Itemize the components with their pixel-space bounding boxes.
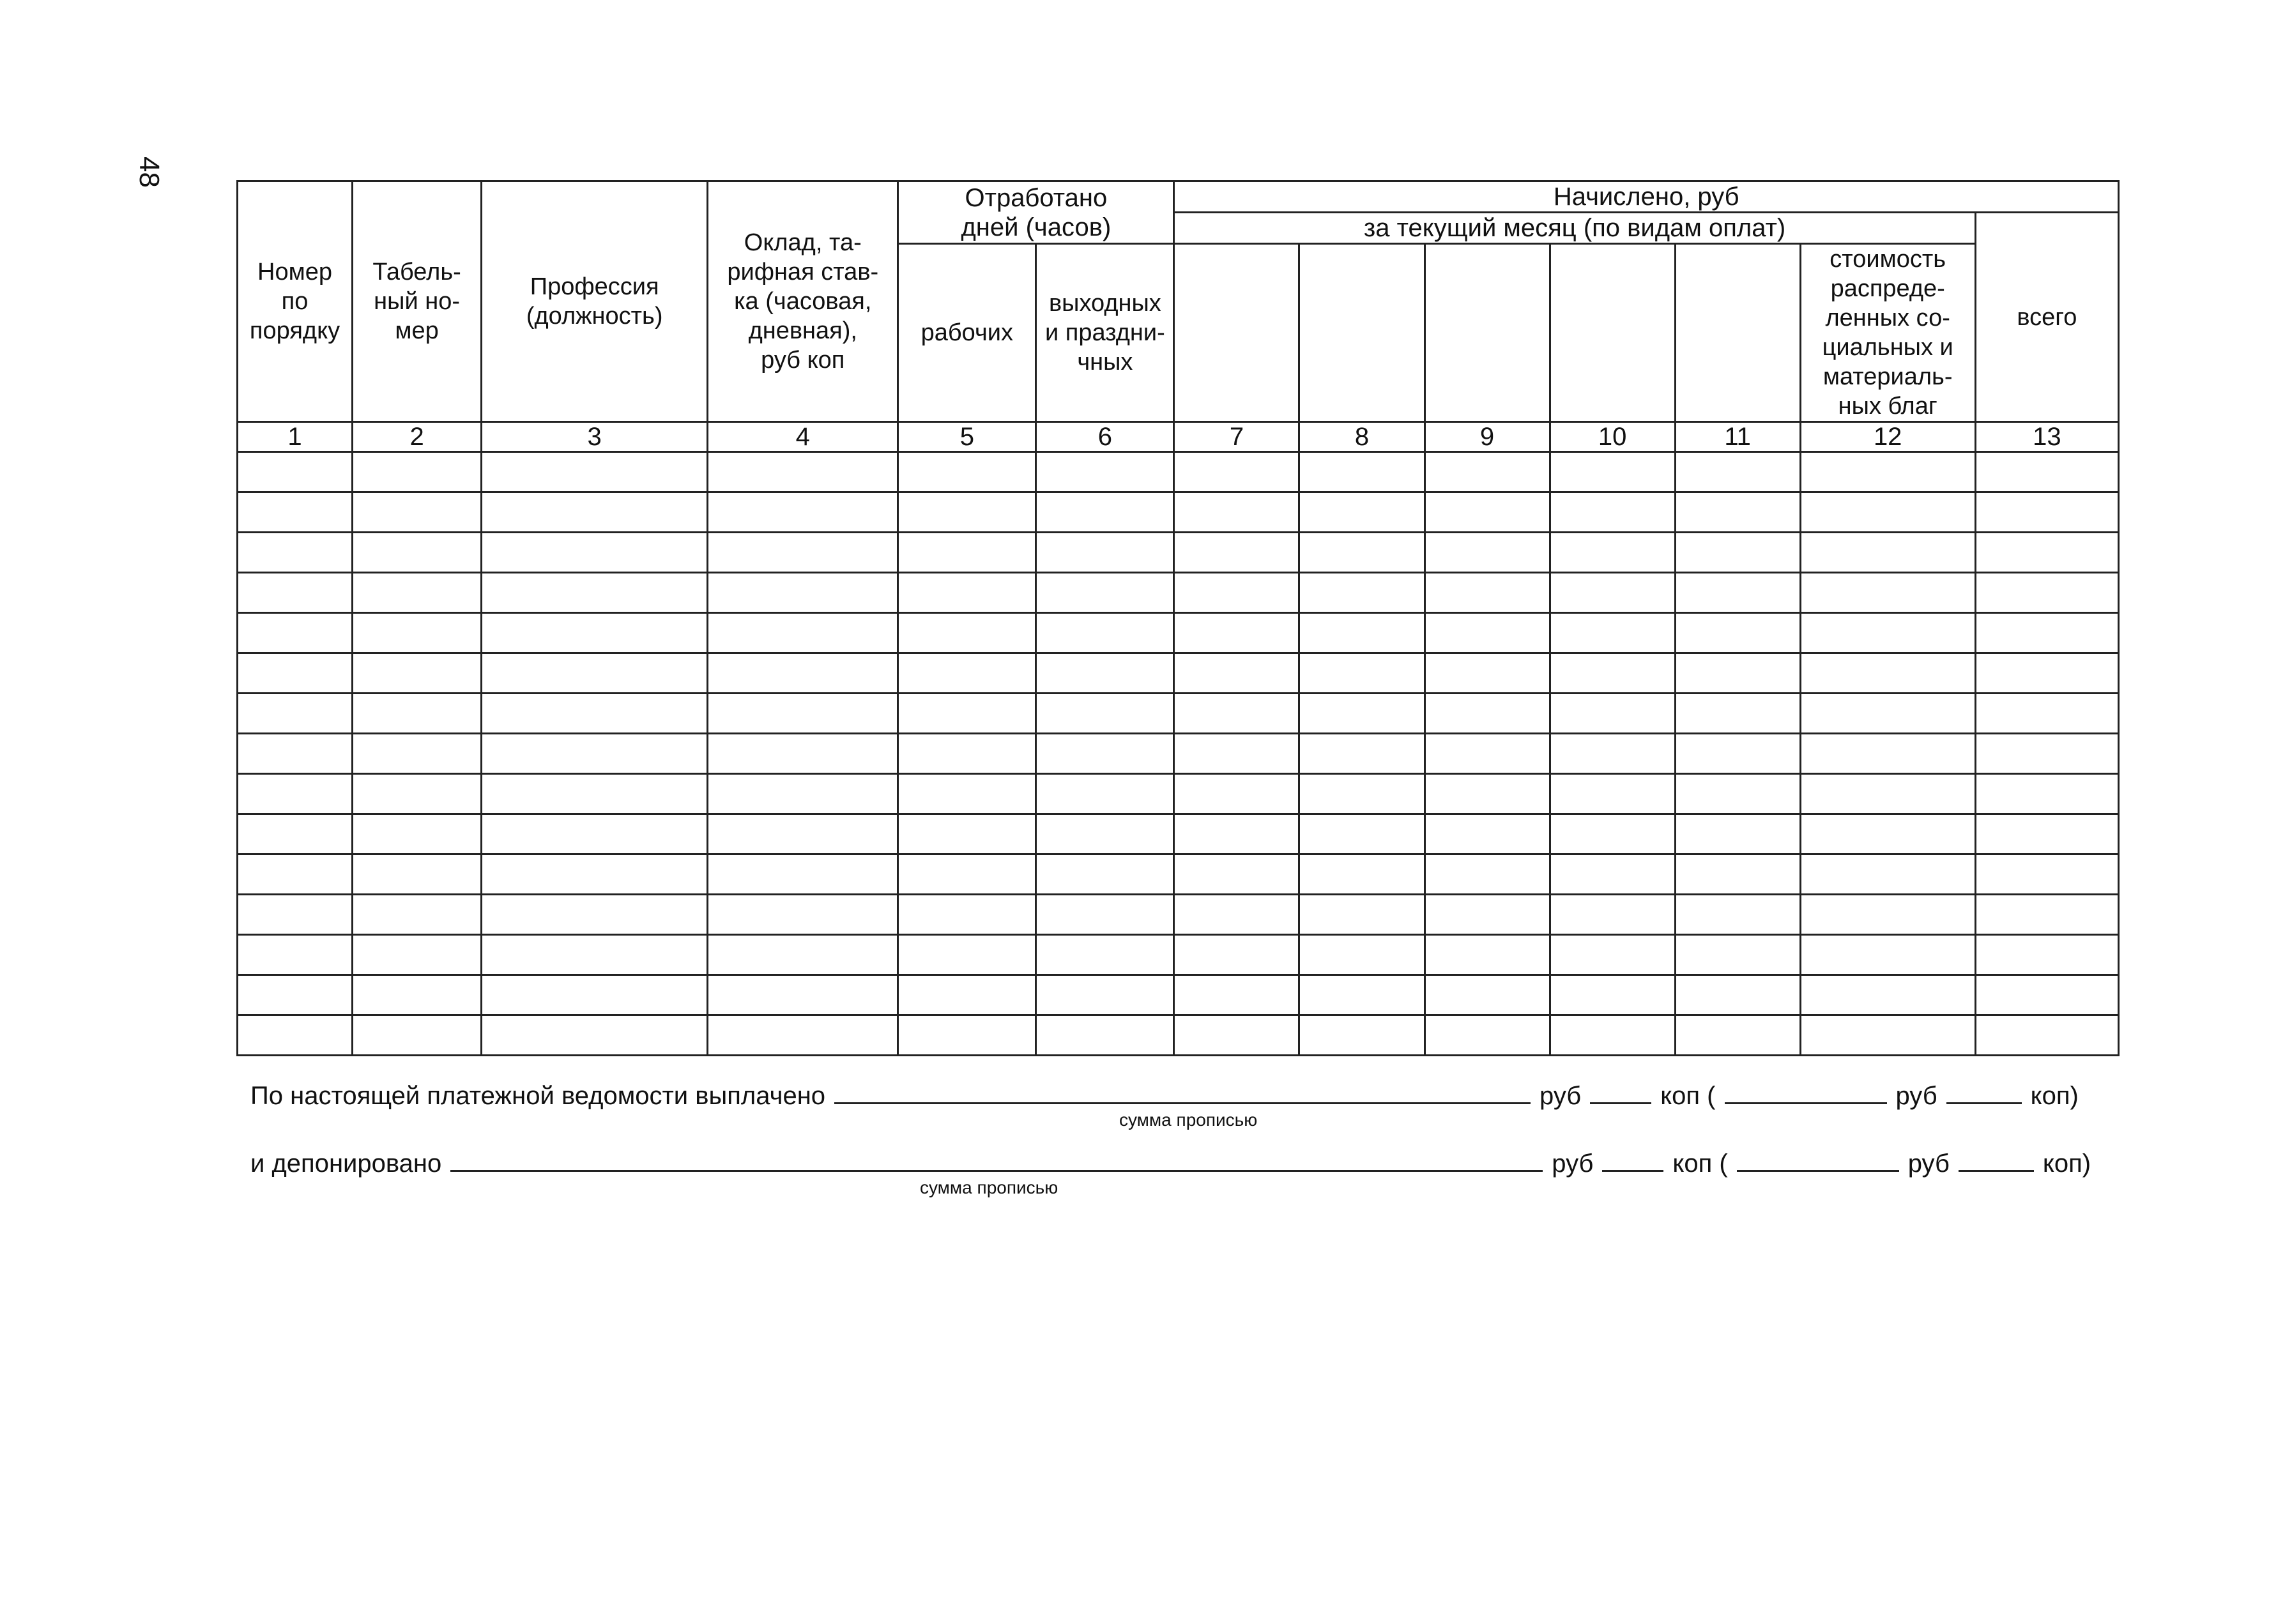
- paid-label: По настоящей платежной ведомости выплачено: [250, 1082, 826, 1110]
- table-cell[interactable]: [708, 613, 898, 653]
- table-cell[interactable]: [1675, 854, 1800, 895]
- table-cell[interactable]: [1550, 774, 1675, 814]
- table-cell[interactable]: [238, 854, 353, 895]
- table-cell[interactable]: [1036, 975, 1174, 1015]
- header-salary-rate: Оклад, та- рифная став- ка (часовая, дневная), руб коп: [708, 181, 898, 422]
- table-cell[interactable]: [898, 573, 1036, 613]
- column-number: 7: [1174, 422, 1299, 452]
- table-cell[interactable]: [1975, 492, 2118, 533]
- table-row: [238, 492, 2119, 533]
- table-cell[interactable]: [1425, 694, 1550, 734]
- table-cell[interactable]: [1036, 573, 1174, 613]
- table-cell[interactable]: [1550, 492, 1675, 533]
- table-cell[interactable]: [1975, 774, 2118, 814]
- table-cell[interactable]: [1425, 653, 1550, 694]
- table-cell[interactable]: [1036, 854, 1174, 895]
- column-number: 1: [238, 422, 353, 452]
- table-cell[interactable]: [1425, 734, 1550, 774]
- table-cell[interactable]: [482, 734, 708, 774]
- deposited-kop-label: коп (: [1672, 1150, 1728, 1178]
- table-cell[interactable]: [708, 895, 898, 935]
- table-cell[interactable]: [1174, 533, 1299, 573]
- deposited-kop-close-label: коп): [2042, 1150, 2091, 1178]
- column-number: 11: [1675, 422, 1800, 452]
- table-row: [238, 895, 2119, 935]
- table-cell[interactable]: [1800, 1015, 1975, 1056]
- paid-rub-field[interactable]: [1590, 1079, 1651, 1104]
- table-cell[interactable]: [1675, 895, 1800, 935]
- table-cell[interactable]: [1975, 854, 2118, 895]
- table-cell[interactable]: [708, 573, 898, 613]
- table-cell[interactable]: [353, 533, 482, 573]
- table-cell[interactable]: [353, 653, 482, 694]
- table-cell[interactable]: [1036, 613, 1174, 653]
- header-profession: Профессия (должность): [482, 181, 708, 422]
- table-cell[interactable]: [238, 613, 353, 653]
- table-cell[interactable]: [898, 533, 1036, 573]
- table-cell[interactable]: [898, 935, 1036, 975]
- table-cell[interactable]: [1800, 975, 1975, 1015]
- table-cell[interactable]: [1299, 694, 1425, 734]
- column-number: 13: [1975, 422, 2118, 452]
- table-cell[interactable]: [482, 774, 708, 814]
- page-number: 48: [134, 156, 165, 188]
- table-cell[interactable]: [1299, 653, 1425, 694]
- table-cell[interactable]: [1299, 854, 1425, 895]
- table-cell[interactable]: [238, 492, 353, 533]
- table-cell[interactable]: [1550, 1015, 1675, 1056]
- table-cell[interactable]: [708, 975, 898, 1015]
- table-cell[interactable]: [1675, 653, 1800, 694]
- payroll-table: [236, 180, 2120, 1056]
- table-cell[interactable]: [238, 935, 353, 975]
- table-cell[interactable]: [482, 814, 708, 854]
- table-cell[interactable]: [1299, 975, 1425, 1015]
- table-cell[interactable]: [898, 613, 1036, 653]
- table-cell[interactable]: [1675, 935, 1800, 975]
- table-row: [238, 613, 2119, 653]
- table-cell[interactable]: [1036, 734, 1174, 774]
- table-cell[interactable]: [353, 694, 482, 734]
- table-cell[interactable]: [1425, 533, 1550, 573]
- table-cell[interactable]: [1174, 734, 1299, 774]
- table-cell[interactable]: [353, 935, 482, 975]
- table-cell[interactable]: [1174, 653, 1299, 694]
- table-cell[interactable]: [1425, 895, 1550, 935]
- paid-amount-caption: сумма прописью: [1119, 1110, 1258, 1130]
- table-cell[interactable]: [1800, 814, 1975, 854]
- table-cell[interactable]: [1036, 653, 1174, 694]
- table-cell[interactable]: [1550, 613, 1675, 653]
- table-row: [238, 734, 2119, 774]
- table-cell[interactable]: [1036, 492, 1174, 533]
- table-cell[interactable]: [1800, 854, 1975, 895]
- header-total: всего: [1975, 213, 2118, 422]
- table-cell[interactable]: [1174, 814, 1299, 854]
- table-cell[interactable]: [1174, 492, 1299, 533]
- table-cell[interactable]: [1299, 452, 1425, 492]
- paid-amount-words-field[interactable]: [834, 1079, 1531, 1104]
- table-cell[interactable]: [1036, 814, 1174, 854]
- table-cell[interactable]: [1174, 774, 1299, 814]
- table-cell[interactable]: [1550, 452, 1675, 492]
- deposited-amount-caption: сумма прописью: [920, 1178, 1058, 1197]
- column-number: 2: [353, 422, 482, 452]
- table-cell[interactable]: [353, 734, 482, 774]
- table-cell[interactable]: [1299, 533, 1425, 573]
- table-cell[interactable]: [1675, 1015, 1800, 1056]
- table-cell[interactable]: [353, 492, 482, 533]
- table-cell[interactable]: [1174, 613, 1299, 653]
- table-cell[interactable]: [898, 653, 1036, 694]
- deposited-rub-digits-field[interactable]: [1737, 1147, 1899, 1172]
- table-cell[interactable]: [1675, 573, 1800, 613]
- table-cell[interactable]: [1675, 734, 1800, 774]
- table-cell[interactable]: [1425, 573, 1550, 613]
- table-body: [238, 452, 2119, 1056]
- table-cell[interactable]: [482, 653, 708, 694]
- table-cell[interactable]: [1550, 895, 1675, 935]
- table-cell[interactable]: [1036, 533, 1174, 573]
- table-cell[interactable]: [898, 895, 1036, 935]
- table-cell[interactable]: [898, 492, 1036, 533]
- table-cell[interactable]: [353, 814, 482, 854]
- column-number: 12: [1800, 422, 1975, 452]
- table-cell[interactable]: [898, 814, 1036, 854]
- table-cell[interactable]: [353, 975, 482, 1015]
- table-cell[interactable]: [1675, 533, 1800, 573]
- table-row: [238, 452, 2119, 492]
- table-cell[interactable]: [1425, 975, 1550, 1015]
- deposited-rub-label: руб: [1552, 1150, 1594, 1178]
- table-cell[interactable]: [898, 975, 1036, 1015]
- table-cell[interactable]: [1299, 1015, 1425, 1056]
- table-cell[interactable]: [1299, 895, 1425, 935]
- table-row: [238, 1015, 2119, 1056]
- table-cell[interactable]: [1800, 573, 1975, 613]
- table-cell[interactable]: [238, 975, 353, 1015]
- table-cell[interactable]: [1675, 492, 1800, 533]
- table-cell[interactable]: [238, 814, 353, 854]
- table-cell[interactable]: [238, 774, 353, 814]
- header-pay-type-7: [1174, 244, 1299, 422]
- table-cell[interactable]: [238, 653, 353, 694]
- column-number: 5: [898, 422, 1036, 452]
- table-cell[interactable]: [353, 452, 482, 492]
- table-cell[interactable]: [1174, 573, 1299, 613]
- table-cell[interactable]: [482, 935, 708, 975]
- table-cell[interactable]: [1550, 694, 1675, 734]
- deposited-amount-words-field[interactable]: [450, 1147, 1543, 1172]
- table-cell[interactable]: [1036, 774, 1174, 814]
- table-cell[interactable]: [1800, 533, 1975, 573]
- header-worked-days: Отработано дней (часов): [898, 181, 1174, 244]
- column-number: 6: [1036, 422, 1174, 452]
- header-working-days: рабочих: [898, 244, 1036, 422]
- header-social-benefits: стоимость распреде- ленных со- циальных и материаль- ных благ: [1800, 244, 1975, 422]
- table-cell[interactable]: [238, 533, 353, 573]
- table-header: [238, 181, 2119, 452]
- table-cell[interactable]: [1675, 774, 1800, 814]
- table-cell[interactable]: [1550, 734, 1675, 774]
- table-cell[interactable]: [482, 975, 708, 1015]
- header-holiday-days: выходных и праздни- чных: [1036, 244, 1174, 422]
- paid-kop-digits-field[interactable]: [1946, 1079, 2022, 1104]
- header-pay-type-10: [1550, 244, 1675, 422]
- table-cell[interactable]: [482, 694, 708, 734]
- table-cell[interactable]: [1174, 854, 1299, 895]
- footer-paid-line: [250, 1079, 2079, 1111]
- table-cell[interactable]: [708, 533, 898, 573]
- table-row: [238, 774, 2119, 814]
- table-cell[interactable]: [1800, 935, 1975, 975]
- table-cell[interactable]: [1036, 1015, 1174, 1056]
- table-cell[interactable]: [898, 452, 1036, 492]
- table-row: [238, 935, 2119, 975]
- table-cell[interactable]: [1299, 935, 1425, 975]
- table-cell[interactable]: [353, 613, 482, 653]
- table-cell[interactable]: [238, 694, 353, 734]
- paid-rub-digits-field[interactable]: [1725, 1079, 1887, 1104]
- table-cell[interactable]: [708, 694, 898, 734]
- table-cell[interactable]: [1425, 452, 1550, 492]
- deposited-rub2-label: руб: [1907, 1150, 1950, 1178]
- table-cell[interactable]: [1036, 452, 1174, 492]
- table-cell[interactable]: [238, 1015, 353, 1056]
- table-cell[interactable]: [1550, 573, 1675, 613]
- column-number: 3: [482, 422, 708, 452]
- table-cell[interactable]: [482, 533, 708, 573]
- table-cell[interactable]: [1800, 774, 1975, 814]
- table-cell[interactable]: [482, 854, 708, 895]
- column-number: 4: [708, 422, 898, 452]
- table-row: [238, 573, 2119, 613]
- header-pay-type-8: [1299, 244, 1425, 422]
- table-cell[interactable]: [1975, 975, 2118, 1015]
- table-cell[interactable]: [482, 613, 708, 653]
- table-cell[interactable]: [708, 452, 898, 492]
- table-cell[interactable]: [1975, 573, 2118, 613]
- table-row: [238, 814, 2119, 854]
- table-cell[interactable]: [482, 452, 708, 492]
- table-cell[interactable]: [1675, 975, 1800, 1015]
- table-cell[interactable]: [1975, 734, 2118, 774]
- table-cell[interactable]: [1550, 935, 1675, 975]
- header-tab-number: Табель- ный но- мер: [353, 181, 482, 422]
- table-cell[interactable]: [353, 774, 482, 814]
- table-cell[interactable]: [482, 492, 708, 533]
- table-cell[interactable]: [1425, 935, 1550, 975]
- column-number: 10: [1550, 422, 1675, 452]
- table-cell[interactable]: [1550, 854, 1675, 895]
- header-pay-type-11: [1675, 244, 1800, 422]
- table-row: [238, 533, 2119, 573]
- table-cell[interactable]: [708, 774, 898, 814]
- table-cell[interactable]: [482, 1015, 708, 1056]
- table-cell[interactable]: [1174, 1015, 1299, 1056]
- table-row: [238, 694, 2119, 734]
- table-cell[interactable]: [708, 814, 898, 854]
- table-cell[interactable]: [1975, 653, 2118, 694]
- table-cell[interactable]: [1800, 895, 1975, 935]
- table-cell[interactable]: [1299, 734, 1425, 774]
- table-cell[interactable]: [708, 935, 898, 975]
- header-row-number: Номер по порядку: [238, 181, 353, 422]
- header-current-month: за текущий месяц (по видам оплат): [1174, 213, 1975, 244]
- table-cell[interactable]: [1425, 1015, 1550, 1056]
- table-cell[interactable]: [1800, 734, 1975, 774]
- footer-deposited-line: [250, 1147, 2091, 1178]
- table-cell[interactable]: [238, 895, 353, 935]
- paid-kop-close-label: коп): [2030, 1082, 2079, 1110]
- deposited-kop-digits-field[interactable]: [1959, 1147, 2034, 1172]
- table-cell[interactable]: [1174, 452, 1299, 492]
- table-cell[interactable]: [1675, 694, 1800, 734]
- table-cell[interactable]: [482, 573, 708, 613]
- table-cell[interactable]: [1036, 694, 1174, 734]
- table-cell[interactable]: [238, 573, 353, 613]
- table-cell[interactable]: [1675, 613, 1800, 653]
- table-cell[interactable]: [708, 1015, 898, 1056]
- header-pay-type-9: [1425, 244, 1550, 422]
- table-cell[interactable]: [1975, 452, 2118, 492]
- table-cell[interactable]: [1800, 452, 1975, 492]
- table-cell[interactable]: [708, 492, 898, 533]
- table-row: [238, 975, 2119, 1015]
- table-cell[interactable]: [1550, 975, 1675, 1015]
- table-cell[interactable]: [708, 734, 898, 774]
- paid-kop-label: коп (: [1660, 1082, 1716, 1110]
- table-cell[interactable]: [1975, 694, 2118, 734]
- table-cell[interactable]: [1299, 573, 1425, 613]
- column-number-row: [238, 422, 2119, 452]
- table-row: [238, 854, 2119, 895]
- table-cell[interactable]: [1174, 975, 1299, 1015]
- deposited-label: и депонировано: [250, 1150, 442, 1178]
- table-cell[interactable]: [1975, 814, 2118, 854]
- table-cell[interactable]: [353, 895, 482, 935]
- table-cell[interactable]: [1425, 492, 1550, 533]
- header-accrued: Начислено, руб: [1174, 181, 2119, 213]
- table-cell[interactable]: [1975, 613, 2118, 653]
- table-cell[interactable]: [898, 1015, 1036, 1056]
- table-cell[interactable]: [898, 734, 1036, 774]
- table-cell[interactable]: [1975, 935, 2118, 975]
- table-cell[interactable]: [1299, 492, 1425, 533]
- table-cell[interactable]: [1800, 613, 1975, 653]
- table-cell[interactable]: [708, 653, 898, 694]
- table-row: [238, 653, 2119, 694]
- table-cell[interactable]: [898, 854, 1036, 895]
- deposited-rub-field[interactable]: [1602, 1147, 1663, 1172]
- table-cell[interactable]: [1174, 694, 1299, 734]
- table-cell[interactable]: [1975, 1015, 2118, 1056]
- table-cell[interactable]: [1975, 895, 2118, 935]
- paid-rub2-label: руб: [1895, 1082, 1937, 1110]
- table-cell[interactable]: [353, 573, 482, 613]
- table-cell[interactable]: [1174, 895, 1299, 935]
- table-cell[interactable]: [1800, 694, 1975, 734]
- table-cell[interactable]: [353, 854, 482, 895]
- table-cell[interactable]: [1036, 935, 1174, 975]
- paid-rub-label: руб: [1539, 1082, 1582, 1110]
- table-cell[interactable]: [708, 854, 898, 895]
- table-cell[interactable]: [1675, 452, 1800, 492]
- table-cell[interactable]: [1550, 814, 1675, 854]
- table-cell[interactable]: [1425, 613, 1550, 653]
- table-cell[interactable]: [238, 734, 353, 774]
- table-cell[interactable]: [1299, 814, 1425, 854]
- table-cell[interactable]: [1550, 533, 1675, 573]
- table-cell[interactable]: [1425, 854, 1550, 895]
- table-cell[interactable]: [1975, 533, 2118, 573]
- table-cell[interactable]: [1425, 774, 1550, 814]
- table-cell[interactable]: [1550, 653, 1675, 694]
- table-cell[interactable]: [1036, 895, 1174, 935]
- table-cell[interactable]: [1800, 492, 1975, 533]
- table-cell[interactable]: [1299, 613, 1425, 653]
- table-cell[interactable]: [1299, 774, 1425, 814]
- table-cell[interactable]: [898, 694, 1036, 734]
- table-cell[interactable]: [1425, 814, 1550, 854]
- table-cell[interactable]: [898, 774, 1036, 814]
- column-number: 8: [1299, 422, 1425, 452]
- table-cell[interactable]: [238, 452, 353, 492]
- table-cell[interactable]: [1174, 935, 1299, 975]
- table-cell[interactable]: [1800, 653, 1975, 694]
- table-cell[interactable]: [1675, 814, 1800, 854]
- table-cell[interactable]: [353, 1015, 482, 1056]
- column-number: 9: [1425, 422, 1550, 452]
- table-cell[interactable]: [482, 895, 708, 935]
